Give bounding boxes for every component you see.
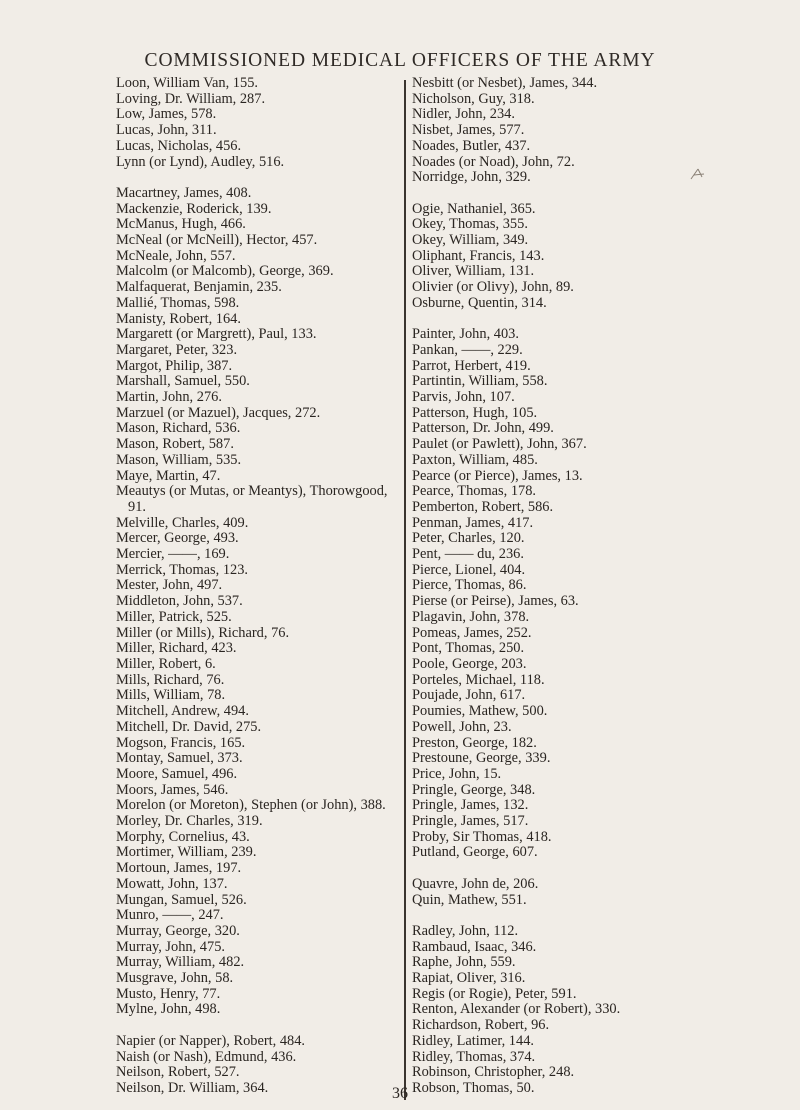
index-entry: Morelon (or Moreton), Stephen (or John), 388. — [116, 797, 386, 814]
index-entry: Morley, Dr. Charles, 319. — [116, 813, 263, 830]
index-entry: Mester, John, 497. — [116, 577, 223, 594]
index-entry: Munro, ——, 247. — [116, 907, 224, 924]
index-entry: Low, James, 578. — [116, 106, 217, 123]
index-entry: Norridge, John, 329. — [412, 169, 531, 186]
index-entry: Martin, John, 276. — [116, 389, 222, 406]
index-entry: Musgrave, John, 58. — [116, 970, 234, 987]
index-entry: Porteles, Michael, 118. — [412, 671, 545, 688]
index-entry: Middleton, John, 537. — [116, 593, 243, 610]
index-entry: Okey, Thomas, 355. — [412, 216, 528, 233]
index-entry: Pemberton, Robert, 586. — [412, 498, 554, 515]
index-entry: Mason, William, 535. — [116, 451, 242, 468]
index-entry: Margaret, Peter, 323. — [116, 341, 238, 358]
index-entry: Mitchell, Andrew, 494. — [116, 703, 249, 720]
index-entry: McNeale, John, 557. — [116, 247, 236, 264]
index-entry: Pierce, Lionel, 404. — [412, 561, 526, 578]
index-entry: Regis (or Rogie), Peter, 591. — [412, 985, 577, 1002]
index-entry: Radley, John, 112. — [412, 922, 519, 939]
index-entry: Patterson, Hugh, 105. — [412, 404, 538, 421]
index-entry: Mitchell, Dr. David, 275. — [116, 718, 262, 735]
index-entry: Mills, Richard, 76. — [116, 671, 225, 688]
index-entry: Noades (or Noad), John, 72. — [412, 153, 575, 170]
index-entry: Price, John, 15. — [412, 765, 502, 782]
index-entry: Pankan, ——, 229. — [412, 341, 523, 358]
index-entry: Montay, Samuel, 373. — [116, 750, 243, 767]
index-entry: Loving, Dr. William, 287. — [116, 90, 266, 107]
index-entry: Miller, Patrick, 525. — [116, 608, 232, 625]
page-header: COMMISSIONED MEDICAL OFFICERS OF THE ARMY — [144, 50, 656, 71]
index-entry: Plagavin, John, 378. — [412, 608, 530, 625]
index-entry: Pierse (or Peirse), James, 63. — [412, 593, 579, 610]
index-entry: Melville, Charles, 409. — [116, 514, 249, 531]
index-entry: Putland, George, 607. — [412, 844, 538, 861]
index-entry: Lucas, John, 311. — [116, 122, 217, 139]
index-entry: Morphy, Cornelius, 43. — [116, 828, 250, 845]
index-entry: Nicholson, Guy, 318. — [412, 90, 535, 107]
index-entry: Miller, Robert, 6. — [116, 656, 216, 672]
index-entry: Nidler, John, 234. — [412, 106, 515, 123]
index-entry: Patterson, Dr. John, 499. — [412, 420, 554, 437]
index-entry: Neilson, Dr. William, 364. — [116, 1079, 269, 1096]
index-entry: Mogson, Francis, 165. — [116, 734, 246, 751]
index-entry: Pont, Thomas, 250. — [412, 640, 525, 657]
index-entry: Mowatt, John, 137. — [116, 875, 228, 892]
index-entry: Pringle, James, 517. — [412, 813, 529, 830]
index-entry: Loon, William Van, 155. — [116, 75, 258, 91]
index-entry: Napier (or Napper), Robert, 484. — [116, 1032, 306, 1049]
index-entry: Mortoun, James, 197. — [116, 860, 242, 877]
index-entry: Malcolm (or Malcomb), George, 369. — [116, 263, 334, 280]
index-entry: Pringle, George, 348. — [412, 781, 536, 798]
pencil-mark-icon — [688, 165, 708, 195]
index-entry: Poumies, Mathew, 500. — [412, 703, 548, 720]
index-entry: Neilson, Robert, 527. — [116, 1064, 240, 1081]
index-entry: Mylne, John, 498. — [116, 1001, 221, 1018]
index-entry: Murray, George, 320. — [116, 922, 240, 939]
index-entry: McManus, Hugh, 466. — [116, 216, 246, 233]
index-entry: Mungan, Samuel, 526. — [116, 891, 247, 908]
index-entry: Partintin, William, 558. — [412, 373, 548, 390]
index-entry: Mortimer, William, 239. — [116, 844, 257, 861]
index-entry: Robson, Thomas, 50. — [412, 1079, 535, 1096]
index-entry: Parrot, Herbert, 419. — [412, 357, 531, 374]
index-entry: Meautys (or Mutas, or Meantys), Thorowgood, — [116, 483, 388, 500]
index-entry: Mills, William, 78. — [116, 687, 226, 704]
index-entry: Moors, James, 546. — [116, 781, 229, 798]
index-entry: Miller (or Mills), Richard, 76. — [116, 624, 290, 641]
index-entry: Murray, William, 482. — [116, 954, 245, 971]
index-entry: Maye, Martin, 47. — [116, 467, 221, 484]
index-entry: Painter, John, 403. — [412, 326, 519, 343]
index-entry: Malfaquerat, Benjamin, 235. — [116, 279, 282, 296]
index-entry: Osburne, Quentin, 314. — [412, 294, 547, 311]
index-entry: Renton, Alexander (or Robert), 330. — [412, 1001, 621, 1018]
index-entry: Pringle, James, 132. — [412, 797, 529, 814]
index-entry: Quavre, John de, 206. — [412, 875, 539, 892]
index-entry: Pearce (or Pierce), James, 13. — [412, 467, 583, 484]
index-entry: Nisbet, James, 577. — [412, 122, 525, 139]
index-entry: Macartney, James, 408. — [116, 184, 252, 201]
index-entry: Nesbitt (or Nesbet), James, 344. — [412, 75, 598, 91]
index-entry: Mason, Richard, 536. — [116, 420, 241, 437]
index-entry: Musto, Henry, 77. — [116, 985, 221, 1002]
index-entry: Margarett (or Margrett), Paul, 133. — [116, 326, 317, 343]
index-entry: Pomeas, James, 252. — [412, 624, 532, 641]
index-entry: Mercier, ——, 169. — [116, 546, 230, 563]
index-entry: Noades, Butler, 437. — [412, 137, 531, 154]
index-entry: Margot, Philip, 387. — [116, 357, 233, 374]
index-entry: Poole, George, 203. — [412, 655, 527, 672]
index-entry: Mason, Robert, 587. — [116, 436, 234, 453]
index-entry: Murray, John, 475. — [116, 938, 225, 955]
index-entry: Powell, John, 23. — [412, 718, 512, 735]
index-entry: Miller, Richard, 423. — [116, 640, 237, 657]
index-entry: Oliphant, Francis, 143. — [412, 247, 545, 264]
index-entry: Mercer, George, 493. — [116, 530, 239, 547]
index-entry: Quin, Mathew, 551. — [412, 891, 527, 908]
index-entry: Mallié, Thomas, 598. — [116, 294, 240, 311]
index-entry: Paxton, William, 485. — [412, 451, 538, 468]
index-entry: Rambaud, Isaac, 346. — [412, 938, 537, 955]
index-entry: Olivier (or Olivy), John, 89. — [412, 279, 574, 296]
index-entry: Raphe, John, 559. — [412, 954, 516, 971]
index-entry: Robinson, Christopher, 248. — [412, 1064, 575, 1081]
index-entry: Marshall, Samuel, 550. — [116, 373, 250, 390]
index-entry: Marzuel (or Mazuel), Jacques, 272. — [116, 404, 321, 421]
column-divider — [404, 80, 406, 1100]
index-entry: Oliver, William, 131. — [412, 263, 535, 280]
index-entry: Preston, George, 182. — [412, 734, 537, 751]
index-entry: Lynn (or Lynd), Audley, 516. — [116, 153, 285, 170]
index-entry: Ridley, Thomas, 374. — [412, 1048, 536, 1065]
index-entry: Proby, Sir Thomas, 418. — [412, 828, 552, 845]
index-entry: Parvis, John, 107. — [412, 389, 515, 406]
index-entry: Poujade, John, 617. — [412, 687, 526, 704]
index-entry: McNeal (or McNeill), Hector, 457. — [116, 232, 318, 249]
index-entry: Lucas, Nicholas, 456. — [116, 137, 242, 154]
index-entry: Okey, William, 349. — [412, 232, 529, 249]
index-entry: Ogie, Nathaniel, 365. — [412, 200, 536, 217]
index-column-right — [412, 76, 742, 1097]
index-entry: Merrick, Thomas, 123. — [116, 561, 249, 578]
index-entry: Paulet (or Pawlett), John, 367. — [412, 436, 587, 453]
index-column-left — [116, 76, 404, 1097]
index-entry: Pearce, Thomas, 178. — [412, 483, 537, 500]
index-entry: Mackenzie, Roderick, 139. — [116, 200, 272, 217]
index-entry: Manisty, Robert, 164. — [116, 310, 241, 327]
index-entry: Pierce, Thomas, 86. — [412, 577, 527, 594]
index-entry: Moore, Samuel, 496. — [116, 765, 238, 782]
page-number: 36 — [392, 1085, 408, 1102]
index-entry: Rapiat, Oliver, 316. — [412, 970, 526, 987]
index-entry: Penman, James, 417. — [412, 514, 534, 531]
index-entry: Prestoune, George, 339. — [412, 750, 551, 767]
index-entry: Naish (or Nash), Edmund, 436. — [116, 1048, 297, 1065]
index-entry: Peter, Charles, 120. — [412, 530, 525, 547]
index-entry: Richardson, Robert, 96. — [412, 1017, 550, 1034]
index-entry: Pent, —— du, 236. — [412, 546, 524, 563]
index-entry-continuation: 91. — [128, 498, 146, 515]
index-entry: Ridley, Latimer, 144. — [412, 1032, 534, 1049]
